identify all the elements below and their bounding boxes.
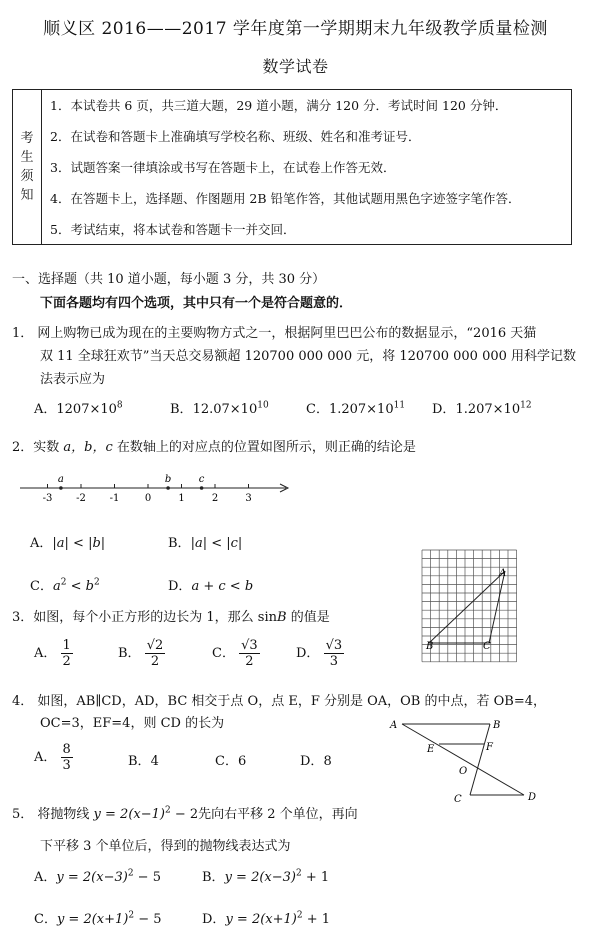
q2-option-a: A．|a| < |b|	[30, 536, 106, 551]
number-line-tick-label: -2	[76, 493, 86, 504]
number-line-point-label: a	[57, 474, 64, 485]
section-heading: 一、选择题（共 10 道小题，每小题 3 分，共 30 分）	[12, 272, 326, 287]
notice-item: 3．试题答案一律填涂或书写在答题卡上，在试卷上作答无效．	[50, 160, 396, 175]
svg-text:C: C	[454, 794, 462, 805]
q3-option-d: D． $\frac{√3}{3}$	[296, 638, 343, 669]
q4-line2: OC=3，EF=4，则 CD 的长为	[40, 716, 225, 731]
q1-line3: 法表示应为	[40, 372, 106, 387]
q2-option-c: C．$a^2 < b^2$	[30, 577, 100, 594]
q3-stem: 3．如图，每个小正方形的边长为 1，那么 sinB 的值是	[12, 610, 330, 625]
number-line-point-label: b	[164, 474, 172, 485]
notice-label-char: 须	[20, 169, 34, 184]
notice-label-char: 考	[20, 131, 34, 146]
q4-line1: 4． 如图，AB∥CD，AD，BC 相交于点 O，点 E，F 分别是 OA，OB 的中点，若 OB=4，	[12, 694, 546, 709]
number-line-point	[166, 486, 170, 490]
svg-text:A: A	[390, 720, 398, 731]
q2-stem: 2．实数 a，b，c 在数轴上的对应点的位置如图所示，则正确的结论是	[12, 440, 416, 455]
number-line-tick-label: -3	[42, 493, 53, 504]
svg-text:D: D	[528, 792, 537, 803]
notice-item: 1．本试卷共 6 页，共三道大题，29 道小题，满分 120 分．考试时间 120 分钟．	[50, 98, 508, 113]
q4-option-c: C．6	[215, 754, 247, 769]
exam-title: 顺义区 2016——2017 学年度第一学期期末九年级教学质量检测	[43, 19, 548, 39]
number-line	[10, 468, 300, 508]
number-line-tick-label: -1	[109, 493, 120, 504]
notice-label	[13, 90, 42, 244]
q1-option-c: C．$1.207\times 10^{11}$	[306, 400, 406, 417]
number-line-tick-label: 2	[211, 493, 219, 504]
q3-option-c: C． $\frac{√3}{2}$	[212, 638, 258, 669]
q5-option-d: D．$y = 2(x+1)^2 + 1$	[202, 910, 331, 927]
geometry-figure	[384, 712, 554, 812]
svg-text:E: E	[427, 744, 435, 755]
q4-option-a: A． $\frac{8}{3}$	[34, 742, 71, 773]
number-line-point-label: c	[198, 474, 205, 485]
notice-label-char: 生	[20, 150, 34, 165]
notice-item: 4．在答题卡上，选择题、作图题用 2B 铅笔作答，其他试题用黑色字迹签字笔作答．	[50, 191, 521, 206]
q1-option-a: A．$1207\times 10^8$	[34, 400, 123, 417]
svg-text:O: O	[459, 766, 468, 777]
q5-line2: 下平移 3 个单位后，得到的抛物线表达式为	[40, 839, 291, 854]
number-line-point	[200, 486, 204, 490]
q1-line1: 1． 网上购物已成为现在的主要购物方式之一，根据阿里巴巴公布的数据显示，“2016 天猫	[12, 326, 537, 341]
number-line-tick-label: 0	[144, 493, 152, 504]
q3-option-b: B． $\frac{√2}{2}$	[118, 638, 164, 669]
section-instruction: 下面各题均有四个选项，其中只有一个是符合题意的．	[40, 296, 353, 311]
q5-line1: 5． 将抛物线 $y = 2(x-1)^2 - 2$先向右平移 2 个单位，再向	[12, 805, 358, 822]
q4-option-d: D．8	[300, 754, 332, 769]
q5-option-a: A．$y = 2(x-3)^2 - 5$	[34, 868, 161, 885]
notice-items	[42, 90, 571, 244]
exam-subtitle: 数学试卷	[262, 57, 329, 76]
q5-option-b: B．$y = 2(x-3)^2 + 1$	[202, 868, 330, 885]
grid-label-c: C	[483, 641, 491, 652]
svg-text:B: B	[493, 720, 501, 731]
q1-line2: 双 11 全球狂欢节”当天总交易额超 120700 000 000 元，将 120700 000 000 用科学记数	[40, 349, 577, 364]
q2-option-b: B．|a| < |c|	[168, 536, 243, 551]
notice-label-char: 知	[20, 188, 34, 203]
q1-option-b: B．$12.07\times 10^{10}$	[170, 400, 269, 417]
q1-option-d: D．$1.207\times 10^{12}$	[432, 400, 532, 417]
q2-option-d: D．a + c < b	[168, 579, 254, 594]
notice-box	[12, 89, 572, 245]
q4-option-b: B．4	[128, 754, 159, 769]
grid-label-b: B	[426, 641, 434, 652]
notice-item: 2．在试卷和答题卡上准确填写学校名称、班级、姓名和准考证号．	[50, 129, 421, 144]
grid-label-a: A	[499, 568, 507, 579]
number-line-tick-label: 1	[178, 493, 185, 504]
grid-figure	[420, 548, 520, 668]
number-line-point	[59, 486, 63, 490]
notice-item: 5．考试结束，将本试卷和答题卡一并交回．	[50, 222, 296, 237]
q5-option-c: C．$y = 2(x+1)^2 - 5$	[34, 910, 162, 927]
number-line-tick-label: 3	[245, 493, 252, 504]
svg-text:F: F	[486, 742, 493, 753]
q3-option-a: A． $\frac{1}{2}$	[34, 638, 71, 669]
